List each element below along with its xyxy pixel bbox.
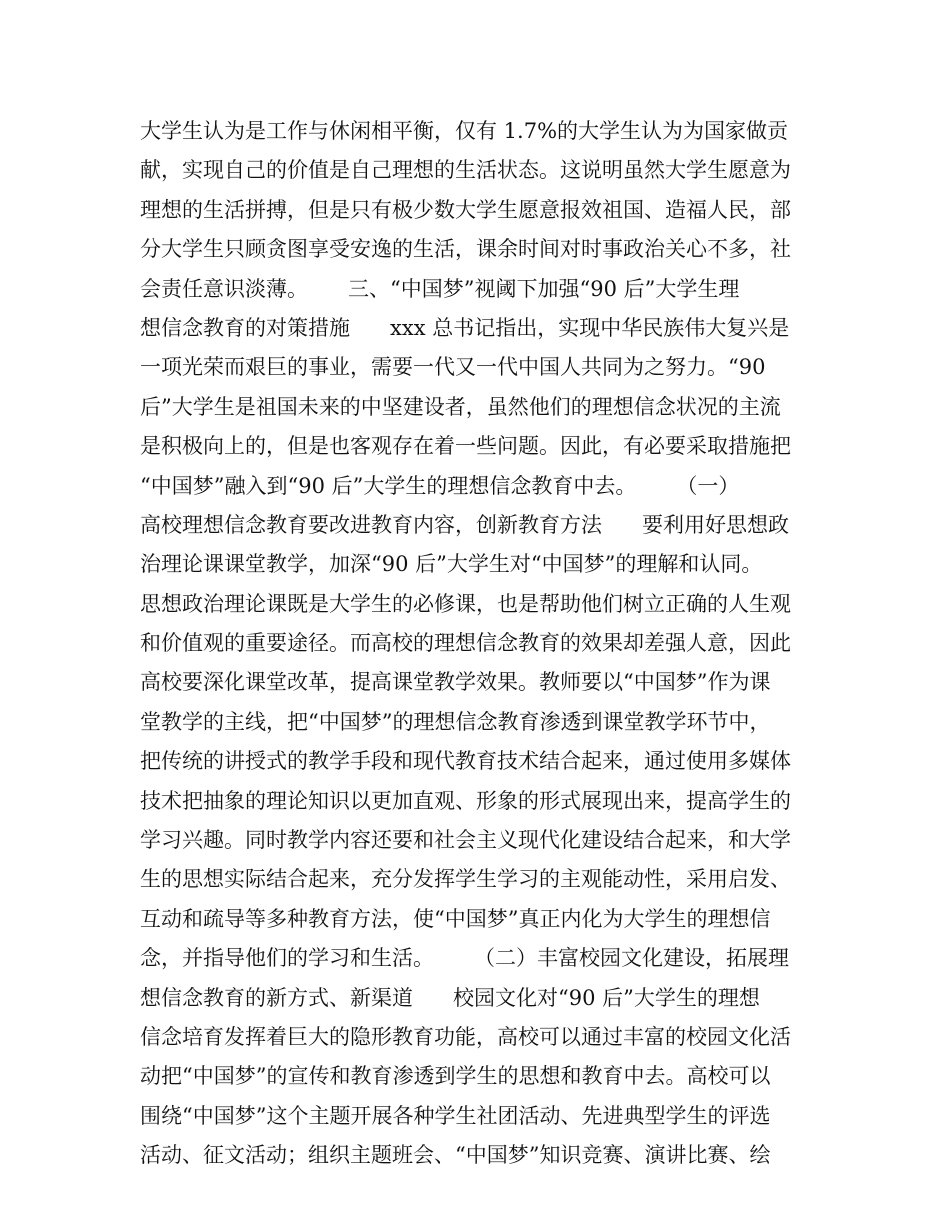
text-line: 念，并指导他们的学习和生活。 （二）丰富校园文化建设，拓展理 <box>140 946 790 971</box>
text-line: 和价值观的重要途径。而高校的理想信念教育的效果却差强人意，因此 <box>140 631 791 656</box>
text-line: 献，实现自己的价值是自己理想的生活状态。这说明虽然大学生愿意为 <box>140 158 791 183</box>
text-line: 会责任意识淡薄。 三、“中国梦”视阈下加强“90 后”大学生理 <box>140 276 740 301</box>
text-line: 一项光荣而艰巨的事业，需要一代又一代中国人共同为之努力。“90 <box>140 355 766 380</box>
text-line: 学习兴趣。同时教学内容还要和社会主义现代化建设结合起来，和大学 <box>140 828 791 853</box>
text-line: 大学生认为是工作与休闲相平衡，仅有 1.7%的大学生认为为国家做贡 <box>140 119 789 143</box>
text-line: 高校理想信念教育要改进教育内容，创新教育方法 要利用好思想政 <box>140 512 790 537</box>
text-line: 生的思想实际结合起来，充分发挥学生学习的主观能动性，采用启发、 <box>140 867 791 892</box>
text-line: 互动和疏导等多种教育方法，使“中国梦”真正内化为大学生的理想信 <box>140 906 771 931</box>
text-line: 活动、征文活动；组织主题班会、“中国梦”知识竞赛、演讲比赛、绘 <box>140 1143 771 1168</box>
text-line: 把传统的讲授式的教学手段和现代教育技术结合起来，通过使用多媒体 <box>140 749 791 774</box>
text-line: “中国梦”融入到“90 后”大学生的理想信念教育中去。 （一） <box>140 473 740 498</box>
text-line: 治理论课课堂教学，加深“90 后”大学生对“中国梦”的理解和认同。 <box>140 552 763 577</box>
text-line: 理想的生活拼搏，但是只有极少数大学生愿意报效祖国、造福人民，部 <box>140 197 791 222</box>
text-line: 信念培育发挥着巨大的隐形教育功能，高校可以通过丰富的校园文化活 <box>140 1024 791 1049</box>
text-line: 思想政治理论课既是大学生的必修课，也是帮助他们树立正确的人生观 <box>140 591 791 616</box>
text-line: 高校要深化课堂改革，提高课堂教学效果。教师要以“中国梦”作为课 <box>140 670 771 695</box>
body-text <box>140 112 830 1176</box>
text-line: 技术把抽象的理论知识以更加直观、形象的形式展现出来，提高学生的 <box>140 788 791 813</box>
text-line: 分大学生只顾贪图享受安逸的生活，课余时间对时事政治关心不多，社 <box>140 237 791 262</box>
text-line: 动把“中国梦”的宣传和教育渗透到学生的思想和教育中去。高校可以 <box>140 1064 771 1089</box>
text-line: 堂教学的主线，把“中国梦”的理想信念教育渗透到课堂教学环节中， <box>140 709 771 734</box>
text-line: 后”大学生是祖国未来的中坚建设者，虽然他们的理想信念状况的主流 <box>140 394 781 419</box>
text-line: 想信念教育的对策措施 xxx 总书记指出，实现中华民族伟大复兴是 <box>140 315 790 340</box>
text-line: 是积极向上的，但是也客观存在着一些问题。因此，有必要采取措施把 <box>140 434 791 459</box>
text-line: 想信念教育的新方式、新渠道 校园文化对“90 后”大学生的理想 <box>140 985 760 1010</box>
text-line: 围绕“中国梦”这个主题开展各种学生社团活动、先进典型学生的评选 <box>140 1103 771 1128</box>
